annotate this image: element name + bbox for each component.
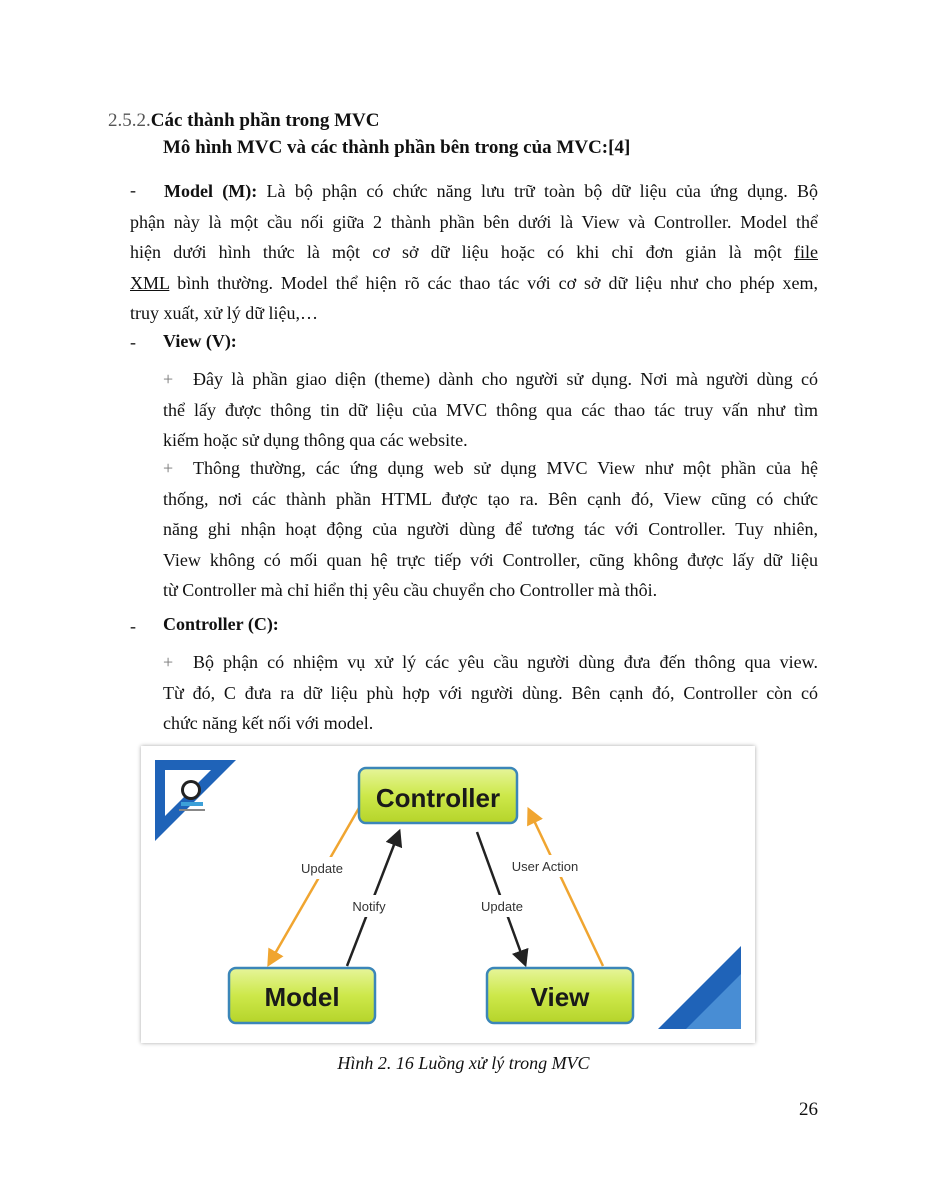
edge-label-notify — [343, 895, 395, 917]
svg-text:User Action: User Action — [511, 859, 579, 874]
controller-label: Controller (C): — [163, 614, 279, 634]
bullet-dash: - — [130, 332, 136, 352]
page-number: 26 — [799, 1099, 818, 1120]
svg-text:Update: Update — [301, 861, 343, 876]
file-link[interactable]: file — [794, 242, 819, 262]
view-paragraph-1: + Đây là phần giao diện (theme) dành cho người sử dụng. Nơi mà người dùng có thể lấy được thông tin dữ liệu của MVC thông qua các thao tác truy vấn như tìm kiếm hoặc sử dụng thông qua các website. — [163, 364, 818, 456]
svg-text:Controller: Controller — [375, 783, 501, 813]
node-model — [229, 968, 375, 1023]
svg-text:Notify: Notify — [352, 899, 386, 914]
section-heading — [108, 110, 380, 132]
model-label: Model (M): — [164, 181, 258, 201]
bullet-plus: + — [163, 652, 174, 672]
xml-link[interactable]: XML — [130, 272, 170, 293]
svg-text:Update: Update — [481, 899, 523, 914]
svg-text:View: View — [530, 982, 590, 1012]
section-title: Các thành phần trong MVC — [150, 110, 380, 131]
figure-caption: Hình 2. 16 Luồng xử lý trong MVC — [337, 1053, 590, 1073]
edge-label-update-left — [291, 857, 353, 879]
bullet-plus: + — [163, 458, 174, 478]
bullet-plus: + — [163, 369, 174, 389]
edge-label-update-right — [471, 895, 533, 917]
logo-corner — [155, 760, 236, 841]
corner-decoration — [658, 946, 741, 1029]
mvc-diagram — [141, 746, 755, 1043]
bullet-dash: - — [130, 180, 136, 200]
node-view — [487, 968, 633, 1023]
controller-paragraph: + Bộ phận có nhiệm vụ xử lý các yêu cầu người dùng đưa đến thông qua view. Từ đó, C đưa ra dữ liệu phù hợp với người dùng. Bên cạnh đó, Controller còn có chức năng kết nối với model. — [163, 647, 818, 739]
view-paragraph-2: + Thông thường, các ứng dụng web sử dụng MVC View như một phần của hệ thống, nơi các thành phần HTML được tạo ra. Bên cạnh đó, View cũng có chức năng ghi nhận hoạt động của người dùng để tương tác với Controller. Tuy nhiên, View không có mối quan hệ trực tiếp với Controller, cũng không được lấy dữ liệu từ Controller mà chỉ hiển thị yêu cầu chuyển cho Controller mà thôi. — [163, 453, 818, 606]
model-paragraph: Model (M): Là bộ phận có chức năng lưu trữ toàn bộ dữ liệu của ứng dụng. Bộ phận này là một cầu nối giữa 2 thành phần bên dưới là View và Controller. Model thể hiện dưới hình thức là một cơ sở dữ liệu hoặc có khi chỉ đơn giản là một file XML bình thường. Model thể hiện rõ các thao tác với cơ sở dữ liệu như cho phép xem, truy xuất, xử lý dữ liệu,… — [130, 181, 819, 323]
section-subtitle: Mô hình MVC và các thành phần bên trong của MVC:[4] — [163, 137, 631, 158]
bullet-dash: - — [130, 616, 136, 636]
mvc-diagram-svg — [141, 746, 755, 1043]
arrow-view-to-controller — [529, 810, 603, 966]
view-label: View (V): — [163, 331, 237, 351]
section-number: 2.5.2. — [108, 110, 151, 131]
edge-label-user-action — [501, 855, 589, 877]
svg-text:Model: Model — [264, 982, 340, 1012]
arrow-controller-to-model — [269, 808, 359, 964]
node-controller — [359, 768, 517, 823]
